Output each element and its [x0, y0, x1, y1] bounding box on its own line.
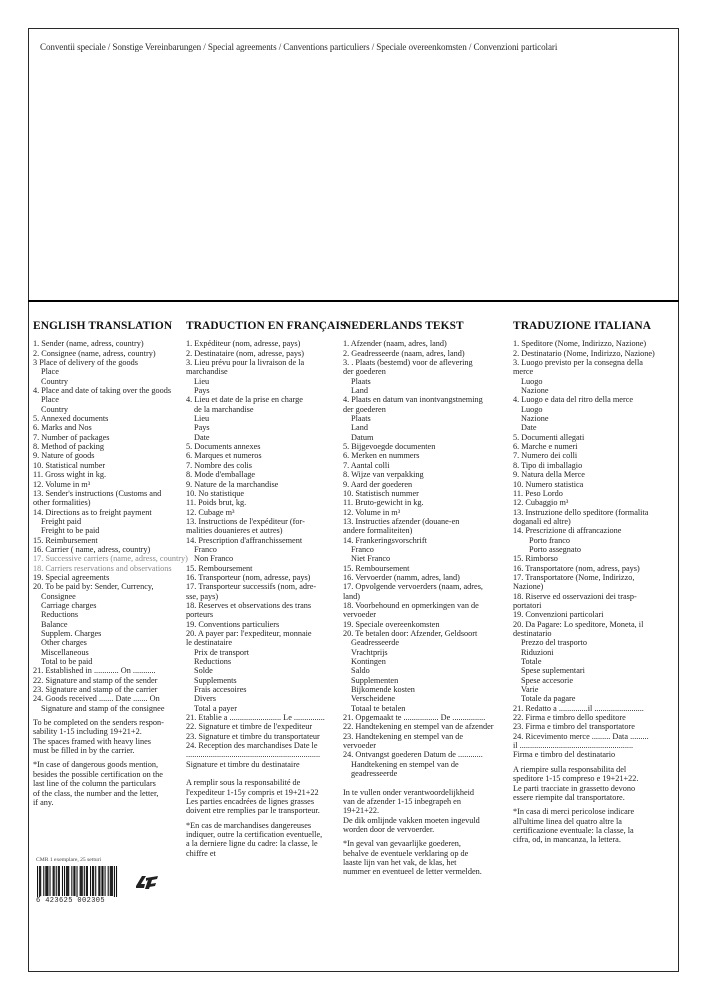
form-field-line: 12. Volume in m³ — [343, 507, 401, 517]
barcode-bar — [90, 866, 91, 896]
barcode-bar — [47, 866, 48, 896]
form-field-line: Supplements — [194, 675, 237, 685]
barcode-bar — [80, 866, 81, 896]
form-field-line: 22. Signature and stamp of the sender — [33, 675, 158, 685]
column-title: TRADUCTION EN FRANÇAIS — [186, 320, 347, 332]
form-field-line: Frais accesoires — [194, 685, 247, 695]
form-field-line: Niet Franco — [351, 554, 391, 564]
form-field-line: nummer en eventueel de letter vermelden. — [343, 867, 482, 877]
form-field-line: destinatario — [513, 629, 552, 638]
form-field-line: Country — [41, 404, 69, 414]
form-field-line: other formalities) — [33, 498, 91, 508]
form-field-line: 11. Gross wight in kg. — [33, 470, 107, 480]
form-field-line: porteurs — [186, 610, 214, 620]
barcode-bar — [49, 866, 50, 896]
form-field-line: 18. Reserves et observations des trans — [186, 600, 312, 610]
form-field-line: 2. Geadresseerde (naam, adres, land) — [343, 348, 465, 358]
barcode-bar — [112, 866, 113, 896]
barcode-bar — [93, 866, 94, 896]
barcode-bar — [54, 866, 55, 896]
form-field-line: 23. Handtekening en stempel van de — [343, 731, 464, 741]
column-italian — [513, 322, 673, 845]
form-field-line: Freight to be paid — [41, 526, 100, 536]
form-field-line: vervoeder — [343, 610, 376, 620]
form-field-line: must be filled in by the carrier. — [33, 746, 135, 756]
form-field-line: Plaats — [351, 376, 371, 386]
form-field-line: 18. Carriers reservations and observations — [33, 563, 172, 573]
form-field-line: of the class, the number and the letter, — [33, 788, 159, 798]
barcode-bars — [36, 866, 118, 900]
form-field-line: 22. Handtekening en stempel van de afzender — [343, 722, 494, 732]
form-field-line: 10. Statistical number — [33, 460, 106, 470]
form-field-line: 24. Reception des marchandises Date le — [186, 741, 318, 751]
form-field-line: Land — [351, 386, 368, 396]
form-field-line: 19+21+22. — [343, 806, 380, 816]
publisher-logo-icon — [134, 872, 160, 892]
form-field-line: Date — [194, 432, 210, 442]
form-field-line: Place — [41, 367, 59, 377]
form-field-line: 1. Afzender (naam, adres, land) — [343, 339, 447, 349]
form-field-line: Firma e timbro del destinatario — [513, 750, 616, 760]
form-field-line: de la marchandise — [194, 404, 254, 414]
form-field-line: 19. Special agreements — [33, 572, 110, 582]
form-field-line: certificazione eventuale: la classe, la — [513, 825, 634, 835]
form-field-line: l'expediteur 1-15y compris et 19+21+22 — [186, 787, 319, 797]
form-field-line: Nazione — [521, 414, 549, 424]
form-field-line: laaste lijn van het vak, de klas, het — [343, 857, 457, 867]
form-field-line: 13. Instructies afzender (douane-en — [343, 516, 460, 526]
form-field-line: Pays — [194, 386, 210, 396]
spacer — [186, 769, 341, 778]
form-field-line: Date — [521, 423, 537, 433]
form-field-line: Total a payer — [194, 703, 237, 713]
form-field-line: Porto assegnato — [529, 544, 582, 554]
barcode-bar — [73, 866, 74, 896]
form-field-line: doganali ed altre) — [513, 516, 571, 526]
form-field-line: 18. Voorbehound en opmerkingen van de — [343, 600, 479, 610]
form-field-line: The spaces framed with heavy lines — [33, 736, 151, 746]
barcode-bar — [86, 866, 87, 896]
form-field-line: 21. Opgemaakt te ................. De ................ — [343, 713, 486, 723]
form-field-line: sability 1-15 including 19+21+2. — [33, 727, 142, 737]
barcode-bar — [101, 866, 102, 896]
barcode-bar — [87, 866, 88, 896]
form-field-line: 9. Natura della Merce — [513, 470, 585, 480]
form-field-line: if any. — [33, 797, 54, 807]
form-field-line: 14. Prescription d'affranchissement — [186, 535, 303, 545]
form-field-line: A remplir sous la responsabilité de — [186, 778, 301, 788]
form-field-line: speditore 1-15 compreso e 19+21+22. — [513, 774, 639, 784]
form-field-line: 14. Frankeringsvorschrift — [343, 535, 427, 545]
form-field-line: 3. . Plaats (bestemd) voor de aflevering — [343, 358, 473, 368]
form-field-line: 15. Remboursement — [343, 563, 410, 573]
barcode-bar — [40, 866, 41, 896]
form-field-line: 10. Statistisch nummer — [343, 488, 419, 498]
form-field-line: sse, pays) — [186, 591, 219, 601]
form-field-line: cifra, od, in mancanza, la lettera. — [513, 835, 621, 845]
form-field-line: 10. No statistique — [186, 488, 244, 498]
form-field-line: 23. Signature and stamp of the carrier — [33, 685, 158, 695]
form-field-line: Les parties encadrées de lignes grasses — [186, 796, 315, 806]
form-field-line: 14. Prescrizione di affrancazione — [513, 526, 622, 536]
form-field-line: 4. Lieu et date de la prise en charge — [186, 395, 303, 405]
column-title: TRADUZIONE ITALIANA — [513, 320, 652, 332]
form-field-line: 9. Nature of goods — [33, 451, 95, 461]
form-field-line: Le parti tracciate in grassetto devono — [513, 783, 636, 793]
form-field-line: 9. Aard der goederen — [343, 479, 413, 489]
form-field-line: 24. Ricevimento merce ......... Data ......... — [513, 731, 649, 741]
form-field-line: 2. Destinataire (nom, adresse, pays) — [186, 348, 304, 358]
form-field-line: Saldo — [351, 666, 370, 676]
form-field-line: Datum — [351, 432, 374, 442]
form-field-line: Freight paid — [41, 516, 82, 526]
form-field-line: 20. To be paid by: Sender, Currency, — [33, 582, 154, 592]
form-field-line: 21. Established in ............ On ........... — [33, 666, 156, 676]
form-field-line: last line of the column the particulars — [33, 779, 156, 789]
form-field-line: Reductions — [41, 610, 79, 620]
form-field-line: 19. Conventions particuliers — [186, 619, 280, 629]
form-field-line: Place — [41, 395, 59, 405]
form-field-line: 7. Aantal colli — [343, 460, 390, 470]
form-field-line: Prix de transport — [194, 647, 249, 657]
form-field-line: der goederen — [343, 367, 386, 377]
form-field-line: 8. Method of packing — [33, 442, 105, 452]
form-field-line: 5. Documents annexes — [186, 442, 261, 452]
form-field-line: 4. Place and date of taking over the goods — [33, 386, 172, 396]
form-field-line: 4. Luogo e data del ritro della merce — [513, 395, 634, 405]
barcode-bar — [66, 866, 67, 896]
form-field-line: Country — [41, 376, 69, 386]
form-field-line: van de afzender 1-15 inbegrapeh en — [343, 796, 461, 806]
barcode-bar — [62, 866, 63, 896]
form-field-line: 2. Consignee (name, adress, country) — [33, 348, 156, 358]
form-field-line: 20. Da Pagare: Lo speditore, Moneta, il — [513, 619, 644, 629]
barcode-bar — [53, 866, 54, 896]
form-field-line: 3 Place of delivery of the goods — [33, 358, 138, 368]
form-field-line: 18. Riserve ed osservazioni dei trasp- — [513, 591, 637, 601]
barcode-bar — [56, 866, 57, 896]
form-field-line: Franco — [351, 544, 374, 554]
form-field-line: andere formaliteiten) — [343, 526, 413, 536]
form-field-line: Total to be paid — [41, 657, 93, 667]
barcode-bar — [98, 866, 99, 896]
form-field-line: 13. Instructions de l'expéditeur (for- — [186, 516, 305, 526]
form-field-line: Divers — [194, 694, 216, 704]
form-field-line: *En cas de marchandises dangereuses — [186, 820, 312, 830]
barcode-bar — [82, 866, 83, 896]
form-field-line: Handtekening en stempel van de — [351, 759, 459, 769]
barcode-bar — [81, 866, 82, 896]
column-title: ENGLISH TRANSLATION — [33, 320, 173, 332]
form-field-line: 1. Speditore (Nome, Indirizzo, Nazione) — [513, 339, 647, 349]
barcode-bar — [45, 866, 46, 896]
form-field-line: 16. Transportatore (nom, adress, pays) — [513, 563, 640, 573]
barcode-digits: 6 423625 002305 — [36, 897, 118, 905]
form-field-line: Land — [351, 423, 368, 433]
barcode-bar — [64, 866, 65, 896]
barcode-bar — [95, 866, 96, 896]
form-field-line: To be completed on the senders respon- — [33, 718, 164, 728]
barcode-bar — [111, 866, 112, 896]
form-field-line: 3. Lieu prévu pour la livraison de la — [186, 358, 305, 368]
barcode-bar — [58, 866, 59, 896]
form-field-line: Pays — [194, 423, 210, 433]
form-field-line: 6. Marche e numeri — [513, 442, 578, 452]
form-field-line: In te vullen onder verantwoordelijkheid — [343, 787, 475, 797]
form-field-line: 19. Convenzioni particolari — [513, 610, 604, 620]
form-field-line: 24. Ontvangst goederen Datum de ............ — [343, 750, 483, 760]
edition-note: CMR 1 exemplare, 25 setturi — [36, 857, 102, 863]
barcode-bar — [59, 866, 60, 896]
form-field-line: Nazione) — [513, 582, 544, 592]
form-field-line: 21. Redatto a ..............il ........................ — [513, 703, 644, 713]
form-field-line: 21. Etablie a ......................... Le ............... — [186, 713, 325, 723]
form-field-line: 15. Remboursement — [186, 563, 253, 573]
form-field-line: 6. Marques et numeros — [186, 451, 262, 461]
form-field-line: 3. Luogo previsto per la consegna della — [513, 358, 643, 368]
barcode-bar — [39, 866, 40, 900]
column-lines — [513, 339, 673, 844]
form-field-line: doivent etre remplies par le transporteur. — [186, 806, 320, 816]
form-field-line: Totaal te betalen — [351, 703, 406, 713]
form-field-line: A riempire sulla responsabilita del — [513, 764, 627, 774]
special-agreements-header: Conventii speciale / Sonstige Vereinbarungen / Special agreements / Canventions particuliers / Speciale overeenkomsten / Convenzioni particolari — [40, 42, 558, 52]
form-field-line: 12. Volume in m³ — [33, 479, 91, 489]
form-field-line: 24. Goods received ....... Date ....... On — [33, 694, 160, 704]
form-field-line: 12. Cubaggio m³ — [513, 498, 569, 508]
form-field-line: *In casa di merci pericolose indicare — [513, 807, 635, 817]
form-field-line: Balance — [41, 619, 68, 629]
form-field-line: 17. Opvolgende vervoerders (naam, adres, — [343, 582, 483, 592]
barcode-bar — [76, 866, 77, 900]
form-field-line: Carriage charges — [41, 600, 97, 610]
form-field-line: Totale da pagare — [521, 694, 576, 704]
form-field-line: Supplementen — [351, 675, 399, 685]
form-field-line: chiffre et — [186, 848, 216, 858]
barcode-bar — [67, 866, 68, 896]
form-field-line: 23. Firma e timbro del transportatore — [513, 722, 635, 732]
form-field-line: 5. Bijgevoegde documenten — [343, 442, 436, 452]
form-field-line: De dik omlijnde vakken moeten ingevuld — [343, 815, 480, 825]
form-field-line: Franco — [194, 544, 217, 554]
form-field-line: 7. Numero dei colli — [513, 451, 578, 461]
column-lines — [343, 339, 508, 876]
barcode-bar — [102, 866, 103, 896]
form-field-line: 11. Bruto-gewicht in kg. — [343, 498, 424, 508]
form-field-line: Plaats — [351, 414, 371, 424]
form-field-line: 13. Sender's instructions (Customs and — [33, 488, 162, 498]
section-divider — [28, 300, 679, 302]
form-field-line: Spese accesorie — [521, 675, 573, 685]
form-field-line: der goederen — [343, 404, 386, 414]
barcode-bar — [71, 866, 72, 896]
form-field-line: 20. Te betalen door: Afzender, Geldsoort — [343, 629, 478, 638]
form-field-line: 17. Successive carriers (name, adress, country) — [33, 554, 188, 564]
barcode-bar — [68, 866, 69, 896]
form-field-line: Other charges — [41, 638, 87, 648]
barcode-bar — [84, 866, 85, 896]
form-field-line: 16. Transporteur (nom, adresse, pays) — [186, 572, 311, 582]
form-field-line: Non Franco — [194, 554, 234, 564]
form-field-line: Reductions — [194, 657, 232, 667]
form-field-line: Signature and stamp of the consignee — [41, 703, 165, 713]
form-field-line: Verscheidene — [351, 694, 395, 704]
form-field-line: ................................................................. — [186, 750, 321, 760]
barcode-bar — [74, 866, 75, 896]
form-field-line: il ....................................................... — [513, 741, 634, 751]
form-field-line: Vrachtprijs — [351, 647, 388, 657]
form-field-line: Luogo — [521, 404, 543, 414]
form-field-line: 11. Poids brut, kg. — [186, 498, 247, 508]
form-field-line: 23. Signature et timbre du transportateur — [186, 731, 320, 741]
form-field-line: *In case of dangerous goods mention, — [33, 760, 159, 770]
form-field-line: Luogo — [521, 376, 543, 386]
form-field-line: 5. Documenti allegati — [513, 432, 585, 442]
form-field-line: Totale — [521, 657, 542, 667]
form-field-line: 9. Nature de la marchandise — [186, 479, 279, 489]
form-field-line: 7. Nombre des colis — [186, 460, 252, 470]
form-field-line: geadresseerde — [351, 769, 398, 779]
form-field-line: land) — [343, 591, 360, 601]
form-field-line: 19. Speciale overeenkomsten — [343, 619, 440, 629]
form-field-line: 5. Annexed documents — [33, 414, 109, 424]
form-field-line: Varie — [521, 685, 539, 695]
barcode-bar — [114, 866, 115, 900]
form-field-line: le destinataire — [186, 638, 233, 648]
form-field-line: Lieu — [194, 414, 210, 424]
form-field-line: Riduzioni — [521, 647, 554, 657]
barcode-bar — [92, 866, 93, 896]
form-field-line: Spese suplementari — [521, 666, 585, 676]
barcode-bar — [37, 866, 38, 900]
form-field-line: Porto franco — [529, 535, 571, 545]
barcode-bar — [43, 866, 44, 896]
form-field-line: 16. Vervoerder (namm, adres, land) — [343, 572, 460, 582]
form-field-line: essere riempite dal transportatore. — [513, 792, 625, 802]
column-french — [186, 320, 347, 858]
barcode-bar — [110, 866, 111, 896]
form-field-line: all'ultime linea del quatro altre la — [513, 816, 622, 826]
form-field-line: Prezzo del trasporto — [521, 638, 587, 648]
form-field-line: Supplem. Charges — [41, 629, 102, 638]
form-field-line: Miscellaneous — [41, 647, 89, 657]
form-field-line: 15. Rimborso — [513, 554, 558, 564]
barcode-bar — [116, 866, 117, 900]
form-field-line: Signature et timbre du destinataire — [186, 759, 300, 769]
form-field-line: Kontingen — [351, 657, 386, 667]
form-field-line: 13. Instruzione dello speditore (formalita — [513, 507, 649, 517]
form-field-line: malities douanieres et autres) — [186, 526, 283, 536]
spacer — [343, 779, 508, 788]
form-field-line: 2. Destinatario (Nome, Indirizzo, Nazione) — [513, 348, 655, 358]
form-field-line: 1. Sender (name, adress, country) — [33, 339, 144, 349]
form-field-line: 17. Transportatore (Nome, Indirizzo, — [513, 572, 635, 582]
form-field-line: 16. Carrier ( name, adress, country) — [33, 544, 151, 554]
form-field-line: 10. Numero statistica — [513, 479, 584, 489]
form-field-line: Solde — [194, 666, 213, 676]
form-field-line: 22. Firma e timbro dello speditore — [513, 713, 626, 723]
form-field-line: 6. Merken en nummers — [343, 451, 420, 461]
form-field-line: behalve de eventuele verklaring op de — [343, 848, 469, 858]
form-field-line: vervoeder — [343, 741, 376, 751]
form-field-line: Nazione — [521, 386, 549, 396]
barcode-bar — [46, 866, 47, 896]
form-field-line: 7. Number of packages — [33, 432, 110, 442]
form-field-line: 1. Expéditeur (nom, adresse, pays) — [186, 339, 301, 349]
form-field-line: 8. Tipo di imballagio — [513, 460, 583, 470]
column-title: NEDERLANDS TEKST — [343, 320, 464, 332]
form-field-line: merce — [513, 367, 534, 377]
form-field-line: a la derniere ligne du cadre: la classe, le — [186, 839, 318, 849]
form-field-line: indiquer, outre la certification eventuelle, — [186, 829, 323, 839]
form-field-line: 4. Plaats en datum van inontvangstneming — [343, 395, 483, 405]
form-field-line: Geadresseerde — [351, 638, 400, 648]
form-field-line: 20. A payer par: l'expediteur, monnaie — [186, 629, 312, 638]
column-lines — [33, 339, 188, 807]
form-field-line: 12. Cubage m³ — [186, 507, 235, 517]
form-field-line: 15. Reimbursement — [33, 535, 98, 545]
column-lines — [186, 339, 341, 858]
column-english — [33, 320, 188, 807]
form-field-line: *In geval van gevaarlijke goederen, — [343, 839, 461, 849]
form-field-line: 11. Peso Lordo — [513, 488, 563, 498]
form-field-line: 22. Signature et timbre de l'expediteur — [186, 722, 313, 732]
form-field-line: Lieu — [194, 376, 210, 386]
form-field-line: besides the possible certification on the — [33, 769, 163, 779]
barcode-bar — [105, 866, 106, 896]
form-field-line: 8. Mode d'emballage — [186, 470, 256, 480]
form-field-line: Consignee — [41, 591, 76, 601]
form-field-line: 6. Marks and Nos — [33, 423, 92, 433]
form-field-line: portatori — [513, 600, 542, 610]
form-field-line: 8. Wijze van verpakking — [343, 470, 424, 480]
column-dutch — [343, 322, 508, 877]
barcode-bar — [99, 866, 100, 896]
form-field-line: marchandise — [186, 367, 228, 377]
barcode-bar — [108, 866, 109, 896]
form-field-line: Bijkomende kosten — [351, 685, 415, 695]
form-field-line: 17. Transporteur successifs (nom, adre- — [186, 582, 317, 592]
form-field-line: 14. Directions as to freight payment — [33, 507, 152, 517]
form-field-line: worden door de vervoerder. — [343, 824, 435, 834]
